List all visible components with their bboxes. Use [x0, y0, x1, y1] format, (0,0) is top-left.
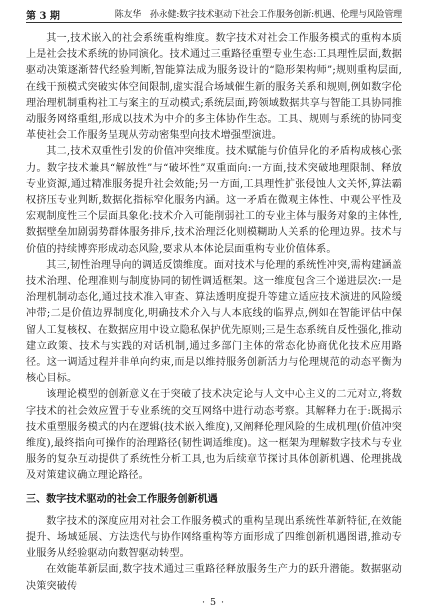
paragraph-technology-embedding: 其一,技术嵌入的社会系统重构维度。数字技术对社会工作服务模式的重构本质上是社会技术系统的协同演化。技术通过三重路径重塑专业生态:工具理性层面,数据驱动决策逐渐替代经验判断,智能算法成为服务设计的“隐形架构师”;规则重构层面,在线干预模式突破实体空间限制,虚实混合场域催生新的服务关系和规则,例如数字伦理治理机制重构社工与案主的互动模式;系统层面,跨领域数据共享与智能工具协同推动服务网络重组,形成以技术为中介的多主体协作生态。工具、规则与系统的协同变革使社会工作服务呈现从劳动密集型向技术增强型演进。 [26, 33, 402, 142]
running-header [26, 0, 402, 23]
paragraph-value-conflict: 其二,技术双重性引发的价值冲突维度。技术赋能与价值异化的矛盾构成核心张力。数字技术兼具“解放性”与“破坏性”双重面向:一方面,技术突破地理限制、释放专业资源,通过精准服务提升社会效能;另一方面,工具理性扩张侵蚀人文关怀,算法霸权挤压专业判断,数据化指标窄化服务内涵。这一矛盾在微观主体性、中观公平性及宏观制度性三个层面具象化:技术介入可能削弱社工的专业主体与服务对象的主体性,数据壁垒加剧弱势群体服务排斥,技术治理泛化则模糊助人关系的伦理边界。技术与价值的持续博弈形成动态风险,要求从本体论层面重构专业价值体系。 [26, 146, 402, 255]
paragraph-resilient-governance: 其三,韧性治理导向的调适反馈维度。面对技术与伦理的系统性冲突,需构建涵盖技术治理、伦理准则与制度协同的韧性调适框架。这一维度包含三个递进层次:一是治理机制动态化,通过技术准入审查、算法透明度提升等建立适应技术演进的风险缓冲带;二是价值边界制度化,明确技术介入与人本底线的临界点,例如在智能评估中保留人工复核权、在数据应用中设立隐私保护优先原则;三是生态系统自反性强化,推动建立政策、技术与实践的对话机制,通过多部门主体的常态化协商优化技术应用路径。这一调适过程并非单向约束,而是以维持服务创新活力与伦理规范的动态平衡为核心目标。 [26, 259, 402, 385]
issue-number: 第 3 期 [26, 11, 60, 22]
running-title: 陈友华 孙永健:数字技术驱动下社会工作服务创新:机遇、伦理与风险管理 [114, 10, 402, 20]
paragraph-section-intro: 数字技术的深度应用对社会工作服务模式的重构呈现出系统性革新特征,在效能提升、场域延展、方法迭代与协作网络重构等方面形成了四维创新机遇图谱,推动专业服务从经验驱动向数智驱动转型。 [26, 515, 402, 560]
paragraph-efficiency: 在效能革新层面,数字技术通过三重路径释放服务生产力的跃升潜能。数据驱动决策突破传 [26, 564, 402, 592]
article-body [26, 31, 402, 595]
paragraph-model-significance: 该理论模型的创新意义在于突破了技术决定论与人文中心主义的二元对立,将数字技术的社会效应置于专业系统的交互网络中进行动态考察。其解释力在于:既揭示技术重塑服务模式的内在逻辑(技术嵌入维度),又阐释伦理风险的生成机理(价值冲突维度),最终指向可操作的治理路径(韧性调适维度)。这一框架为理解数字技术与专业服务的复杂互动提供了系统性分析工具,也为后续章节探讨具体创新机遇、伦理挑战及对策建议确立理论路径。 [26, 389, 402, 482]
section-heading: 三、数字技术驱动的社会工作服务创新机遇 [26, 493, 218, 505]
page-number: · 5 · [201, 597, 226, 608]
